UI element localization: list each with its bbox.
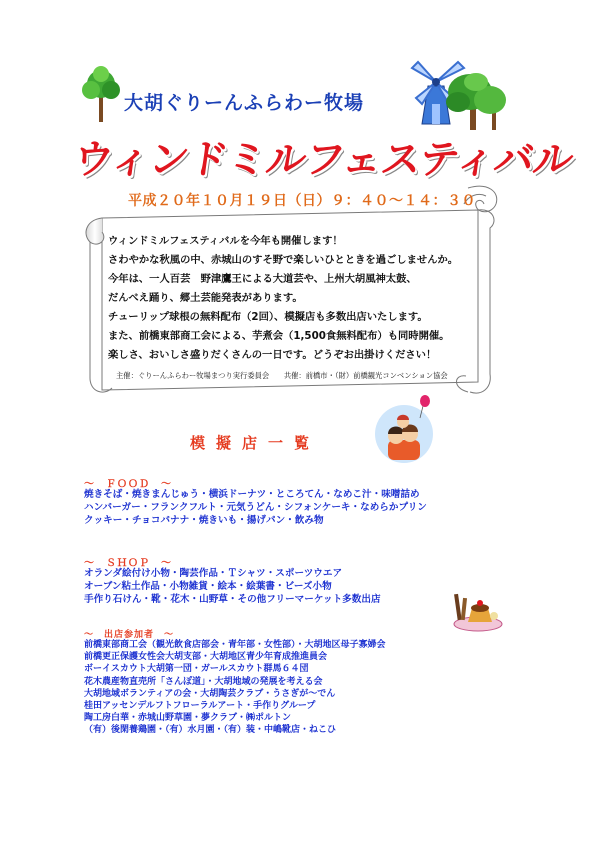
festival-title: ウィンドミルフェスティバル (70, 137, 576, 183)
intro-line: また、前橋東部商工会による、芋煮会（1,500食無料配布）も同時開催。 (108, 330, 450, 342)
list-item: 前橋東部商工会（観光飲食店部会・青年部・女性部）・大胡地区母子寡婦会 (84, 640, 386, 650)
intro-line: 楽しさ、おいしさ盛りだくさんの一日です。どうぞお出掛けください！ (108, 349, 437, 361)
list-item: 手作り石けん・靴・花木・山野草・その他フリーマーケット多数出店 (84, 594, 381, 605)
list-item: （有）後閑養鶏園・（有）水月園・（有）装・中嶋靴店・ねこひ (84, 725, 337, 736)
shops-heading: 模擬店一覧 (190, 434, 321, 452)
dessert-icon (448, 588, 506, 634)
farm-name: 大胡ぐりーんふらわー牧場 (124, 92, 365, 114)
intro-line: さわやかな秋風の中、赤城山のすそ野で楽しいひとときを過ごしませんか。 (108, 254, 459, 266)
list-item: ハンバーガー・フランクフルト・元気うどん・シフォンケーキ・なめらかプリン (84, 502, 427, 513)
organizer-credit: 主催：ぐりーんふらわー牧場まつり実行委員会 共催：前橋市・（財）前橋観光コンベンション協会 (116, 371, 448, 380)
list-item: 焼きそば・焼きまんじゅう・横浜ドーナツ・ところてん・なめこ汁・味噌詰め (84, 489, 420, 500)
intro-line: ウィンドミルフェスティバルを今年も開催します！ (108, 235, 343, 247)
shop-section-title: ～ ＳＨＯＰ ～ (84, 558, 172, 569)
list-item: 花木農産物直売所「さんぽ道」・大胡地域の発展を考える会 (84, 676, 323, 687)
tree-icon (78, 66, 124, 124)
list-item: 大胡地域ボランティアの会・大胡陶芸クラブ・うさぎが～でん (84, 688, 336, 699)
food-list (84, 488, 427, 527)
list-item: 陶工房白華・赤城山野草園・夢クラブ・㈱ポルトン (84, 713, 292, 724)
list-item: 前橋更正保護女性会大胡支部・大胡地区青少年育成推進員会 (84, 652, 328, 663)
intro-line: だんべえ踊り、郷土芸能発表があります。 (108, 292, 303, 304)
list-item: クッキー・チョコバナナ・焼きいも・揚げパン・飲み物 (84, 515, 324, 526)
participants-list (84, 639, 386, 737)
list-item: ボーイスカウト大胡第一団・ガールスカウト群馬６４団 (84, 664, 309, 675)
event-date: 平成２０年１０月１９日（日）９：４０～１４：３０ (128, 193, 476, 209)
intro-line: 今年は、一人百芸 野津鷹王による大道芸や、上州大胡風神太鼓、 (108, 273, 417, 285)
list-item: オランダ絵付け小物・陶芸作品・Ｔシャツ・スポーツウエア (84, 568, 343, 579)
tree-cluster-icon (440, 70, 510, 132)
family-balloon-icon (370, 394, 438, 464)
list-item: オーブン粘土作品・小物雑貨・絵本・絵葉書・ビーズ小物 (84, 581, 332, 592)
participants-section-title: ～ 出店参加者 ～ (84, 630, 175, 640)
intro-line: チューリップ球根の無料配布（2回）、模擬店も多数出店いたします。 (108, 311, 428, 323)
intro-text (108, 232, 508, 365)
food-section-title: ～ ＦＯＯＤ ～ (84, 479, 172, 490)
shop-list (84, 567, 381, 606)
list-item: 桂田アッセンデルフトフローラルアート・手作りグループ (84, 701, 316, 712)
